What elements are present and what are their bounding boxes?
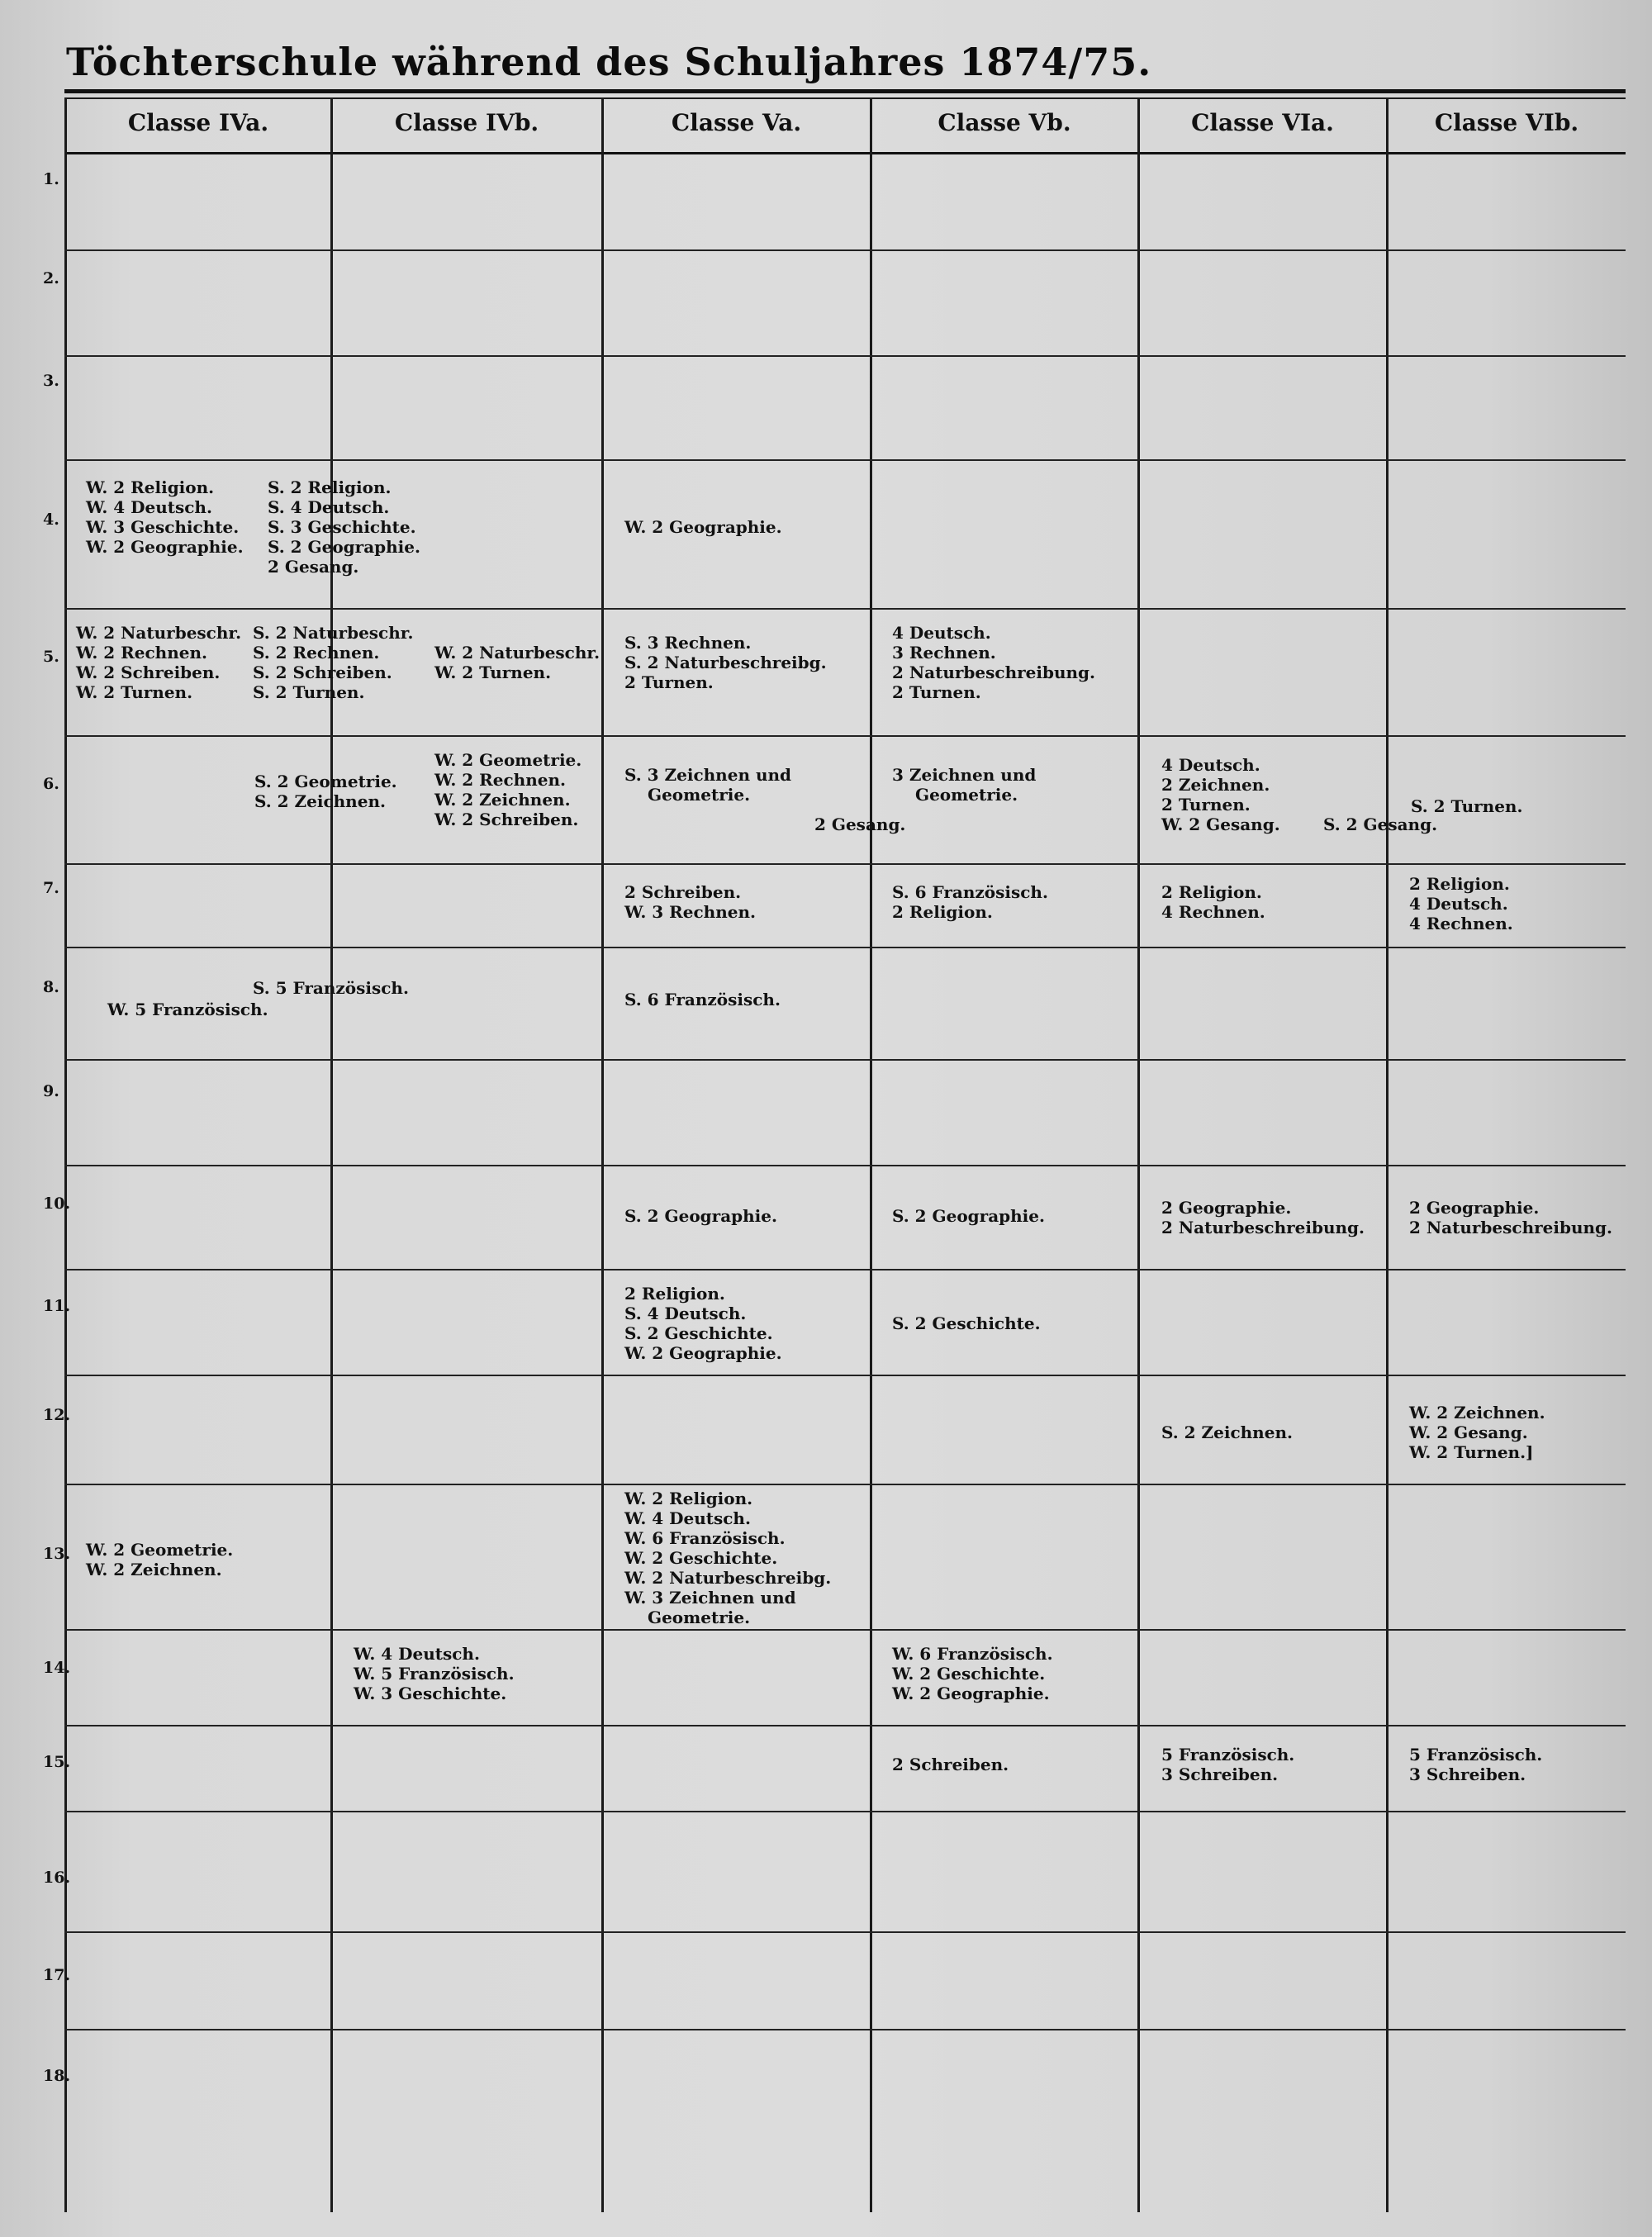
row-number: 2.: [43, 269, 59, 287]
cell-r4-va: [624, 517, 782, 537]
cell-line: S. 2 Rechnen.: [253, 643, 380, 663]
cell-line: W. 2 Geschichte.: [624, 1548, 778, 1568]
cell-line: W. 6 Französisch.: [624, 1528, 786, 1548]
cell-r5-ivb-w: [434, 643, 600, 682]
cell-r6-vb: [892, 765, 1036, 805]
cell-line: W. 2 Religion.: [86, 477, 215, 497]
cell-line: W. 2 Geometrie.: [434, 750, 582, 770]
row-number: 7.: [43, 879, 59, 897]
row-number: 3.: [43, 372, 59, 390]
cell-line: 5 Französisch.: [1161, 1745, 1295, 1764]
row-rule: [64, 1375, 1626, 1376]
cell-r8-va: [624, 990, 781, 1009]
cell-r6-via-gesang: [1323, 815, 1437, 834]
cell-line: W. 2 Religion.: [624, 1489, 753, 1508]
cell-line: W. 2 Naturbeschr.: [434, 643, 601, 663]
cell-r4-iva: [86, 477, 244, 557]
row-number: 14.: [43, 1659, 71, 1677]
cell-line: 2 Schreiben.: [892, 1755, 1009, 1774]
cell-line: 3 Rechnen.: [892, 643, 996, 663]
cell-line: S. 2 Gesang.: [1323, 815, 1438, 834]
cell-line: 2 Naturbeschreibung.: [1161, 1218, 1365, 1237]
cell-line: S. 2 Geschichte.: [892, 1313, 1041, 1333]
cell-r8-iva: [107, 1000, 268, 1019]
cell-r15-vb: [892, 1755, 1009, 1774]
cell-line: 5 Französisch.: [1409, 1745, 1543, 1764]
cell-r5-ivb-s: [253, 623, 413, 702]
row-rule: [64, 2029, 1626, 2030]
cell-line: W. 2 Zeichnen.: [86, 1560, 222, 1579]
row-rule: [64, 459, 1626, 461]
row-rule: [64, 249, 1626, 251]
row-rule: [64, 1165, 1626, 1166]
cell-line: W. 3 Geschichte.: [354, 1684, 507, 1703]
row-rule: [64, 1931, 1626, 1933]
row-number: 6.: [43, 775, 59, 793]
cell-line: 2 Turnen.: [624, 672, 714, 692]
cell-line: 2 Naturbeschreibung.: [1409, 1218, 1612, 1237]
cell-line: S. 5 Französisch.: [253, 978, 409, 998]
cell-r12-via: [1161, 1422, 1293, 1442]
cell-line: 2 Religion.: [624, 1284, 725, 1304]
cell-line: W. 6 Französisch.: [892, 1644, 1053, 1664]
cell-line: 3 Schreiben.: [1161, 1764, 1279, 1784]
cell-line: W. 2 Gesang.: [1409, 1422, 1528, 1442]
cell-line: W. 2 Geometrie.: [86, 1540, 234, 1560]
column-rule: [64, 97, 67, 2212]
cell-line: S. 2 Zeichnen.: [1161, 1422, 1293, 1442]
cell-line: W. 2 Turnen.: [434, 663, 552, 682]
cell-line: 4 Deutsch.: [892, 623, 991, 643]
row-number: 9.: [43, 1082, 59, 1100]
cell-line: W. 4 Deutsch.: [354, 1644, 480, 1664]
cell-line: 2 Geographie.: [1409, 1198, 1540, 1218]
cell-r7-via: [1161, 882, 1265, 922]
header-rule-top: [64, 89, 1626, 93]
cell-line: W. 2 Zeichnen.: [434, 790, 571, 810]
cell-r5-vb: [892, 623, 1095, 702]
cell-line: 2 Turnen.: [1161, 795, 1251, 815]
cell-line: W. 2 Rechnen.: [434, 770, 566, 790]
cell-line: W. 3 Rechnen.: [624, 902, 756, 922]
cell-line: W. 2 Zeichnen.: [1409, 1403, 1545, 1422]
cell-line: S. 2 Religion.: [268, 477, 392, 497]
cell-r10-via: [1161, 1198, 1365, 1237]
row-rule: [64, 947, 1626, 948]
cell-line: W. 2 Turnen.]: [1409, 1442, 1534, 1462]
cell-line: S. 4 Deutsch.: [268, 497, 390, 517]
row-rule: [64, 1629, 1626, 1631]
cell-line: 3 Zeichnen und: [892, 765, 1037, 785]
cell-line: S. 2 Turnen.: [253, 682, 365, 702]
cell-r7-vib: [1409, 874, 1513, 933]
cell-r7-vb: [892, 882, 1048, 922]
cell-line: 2 Zeichnen.: [1161, 775, 1270, 795]
column-rule: [1386, 97, 1389, 2212]
cell-line: W. 2 Geographie.: [624, 517, 782, 537]
column-header-vb: Classe Vb.: [938, 109, 1071, 136]
cell-r10-va: [624, 1206, 777, 1226]
cell-line: S. 3 Rechnen.: [624, 633, 752, 653]
cell-r10-vib: [1409, 1198, 1612, 1237]
cell-r12-vib: [1409, 1403, 1545, 1462]
cell-line: 4 Rechnen.: [1409, 914, 1513, 933]
cell-line: S. 6 Französisch.: [624, 990, 781, 1009]
cell-r15-vib: [1409, 1745, 1542, 1784]
row-rule: [64, 608, 1626, 610]
cell-line: 4 Deutsch.: [1161, 755, 1260, 775]
cell-line: W. 2 Naturbeschr.: [76, 623, 242, 643]
cell-line: S. 2 Geographie.: [624, 1206, 777, 1226]
column-header-ivb: Classe IVb.: [394, 109, 539, 136]
cell-line: 2 Religion.: [1409, 874, 1510, 894]
cell-line: S. 2 Geographie.: [268, 537, 420, 557]
page-title: Töchterschule während des Schuljahres 1874/75.: [66, 40, 1152, 84]
cell-line: S. 2 Turnen.: [1411, 796, 1523, 816]
cell-r15-via: [1161, 1745, 1294, 1784]
cell-line: W. 2 Rechnen.: [76, 643, 207, 663]
column-rule: [330, 97, 333, 2212]
cell-line: W. 2 Geschichte.: [892, 1664, 1046, 1684]
cell-line: W. 2 Schreiben.: [434, 810, 579, 829]
cell-line: W. 5 Französisch.: [354, 1664, 515, 1684]
column-rule: [870, 97, 872, 2212]
cell-line: S. 2 Zeichnen.: [254, 791, 386, 811]
row-number: 18.: [43, 2067, 71, 2085]
cell-r5-va: [624, 633, 827, 692]
cell-line: S. 3 Geschichte.: [268, 517, 416, 537]
cell-line: 2 Naturbeschreibung.: [892, 663, 1095, 682]
cell-line: 2 Schreiben.: [624, 882, 742, 902]
cell-line: S. 2 Schreiben.: [253, 663, 392, 682]
row-number: 4.: [43, 511, 59, 529]
cell-line: S. 2 Geschichte.: [624, 1323, 773, 1343]
cell-line: W. 4 Deutsch.: [86, 497, 212, 517]
row-rule: [64, 863, 1626, 865]
cell-r13-iva: [86, 1540, 233, 1579]
cell-line: W. 2 Turnen.: [76, 682, 193, 702]
cell-r11-vb: [892, 1313, 1041, 1333]
cell-line: 2 Gesang.: [268, 557, 359, 577]
cell-line: W. 2 Geographie.: [892, 1684, 1050, 1703]
cell-line: Geometrie.: [915, 785, 1018, 805]
row-rule: [64, 1725, 1626, 1726]
cell-line: S. 6 Französisch.: [892, 882, 1048, 902]
cell-line: W. 2 Geographie.: [624, 1343, 782, 1363]
cell-r5-iva: [76, 623, 241, 702]
row-rule: [64, 735, 1626, 737]
cell-line: S. 2 Naturbeschreibg.: [624, 653, 827, 672]
row-number: 13.: [43, 1545, 71, 1563]
cell-line: 3 Schreiben.: [1409, 1764, 1526, 1784]
cell-line: S. 2 Geometrie.: [254, 772, 397, 791]
cell-line: 2 Gesang.: [814, 815, 906, 834]
row-rule: [64, 1484, 1626, 1485]
cell-r6-ivb-s: [254, 772, 397, 811]
row-number: 12.: [43, 1406, 71, 1424]
row-number: 1.: [43, 170, 59, 188]
cell-line: Geometrie.: [648, 1608, 751, 1627]
cell-r6-va: [624, 765, 791, 805]
row-number: 17.: [43, 1966, 71, 1984]
cell-r4-ivb: [268, 477, 420, 577]
cell-line: W. 2 Gesang.: [1161, 815, 1280, 834]
column-rule: [1137, 97, 1140, 2212]
row-number: 15.: [43, 1753, 71, 1771]
cell-line: S. 2 Naturbeschr.: [253, 623, 414, 643]
cell-r13-va: [624, 1489, 831, 1627]
header-rule-bottom: [64, 152, 1626, 154]
column-header-via: Classe VIa.: [1191, 109, 1334, 136]
row-rule: [64, 1269, 1626, 1270]
row-rule: [64, 1059, 1626, 1061]
cell-line: W. 5 Französisch.: [107, 1000, 268, 1019]
cell-line: W. 3 Zeichnen und: [624, 1588, 796, 1608]
cell-r6-vib: [1411, 796, 1522, 816]
cell-r6-via: [1161, 755, 1280, 834]
cell-line: W. 2 Schreiben.: [76, 663, 221, 682]
cell-r6-ivb-w: [434, 750, 582, 829]
cell-r14-vb: [892, 1644, 1053, 1703]
cell-line: S. 2 Geographie.: [892, 1206, 1045, 1226]
cell-r11-va: [624, 1284, 782, 1363]
cell-line: 4 Rechnen.: [1161, 902, 1265, 922]
cell-line: S. 4 Deutsch.: [624, 1304, 747, 1323]
cell-line: W. 3 Geschichte.: [86, 517, 240, 537]
row-rule: [64, 355, 1626, 357]
cell-line: 2 Geographie.: [1161, 1198, 1292, 1218]
column-rule: [601, 97, 604, 2212]
cell-line: W. 2 Naturbeschreibg.: [624, 1568, 832, 1588]
cell-r7-va: [624, 882, 756, 922]
cell-line: W. 4 Deutsch.: [624, 1508, 751, 1528]
cell-line: 2 Religion.: [1161, 882, 1262, 902]
cell-r14-ivb: [354, 1644, 515, 1703]
column-header-iva: Classe IVa.: [127, 109, 269, 136]
cell-line: 2 Turnen.: [892, 682, 981, 702]
row-number: 5.: [43, 648, 59, 666]
cell-r6-gesang: [814, 815, 905, 834]
cell-line: W. 2 Geographie.: [86, 537, 244, 557]
cell-line: 4 Deutsch.: [1409, 894, 1508, 914]
row-rule: [64, 1811, 1626, 1812]
header-rule-second: [64, 97, 1626, 99]
row-number: 8.: [43, 978, 59, 996]
column-header-va: Classe Va.: [671, 109, 802, 136]
cell-r10-vb: [892, 1206, 1045, 1226]
row-number: 11.: [43, 1297, 71, 1315]
cell-line: 2 Religion.: [892, 902, 993, 922]
cell-r8-ivb: [253, 978, 409, 998]
cell-line: Geometrie.: [648, 785, 751, 805]
cell-line: S. 3 Zeichnen und: [624, 765, 792, 785]
row-number: 10.: [43, 1194, 71, 1213]
column-header-vib: Classe VIb.: [1434, 109, 1579, 136]
row-number: 16.: [43, 1869, 71, 1887]
